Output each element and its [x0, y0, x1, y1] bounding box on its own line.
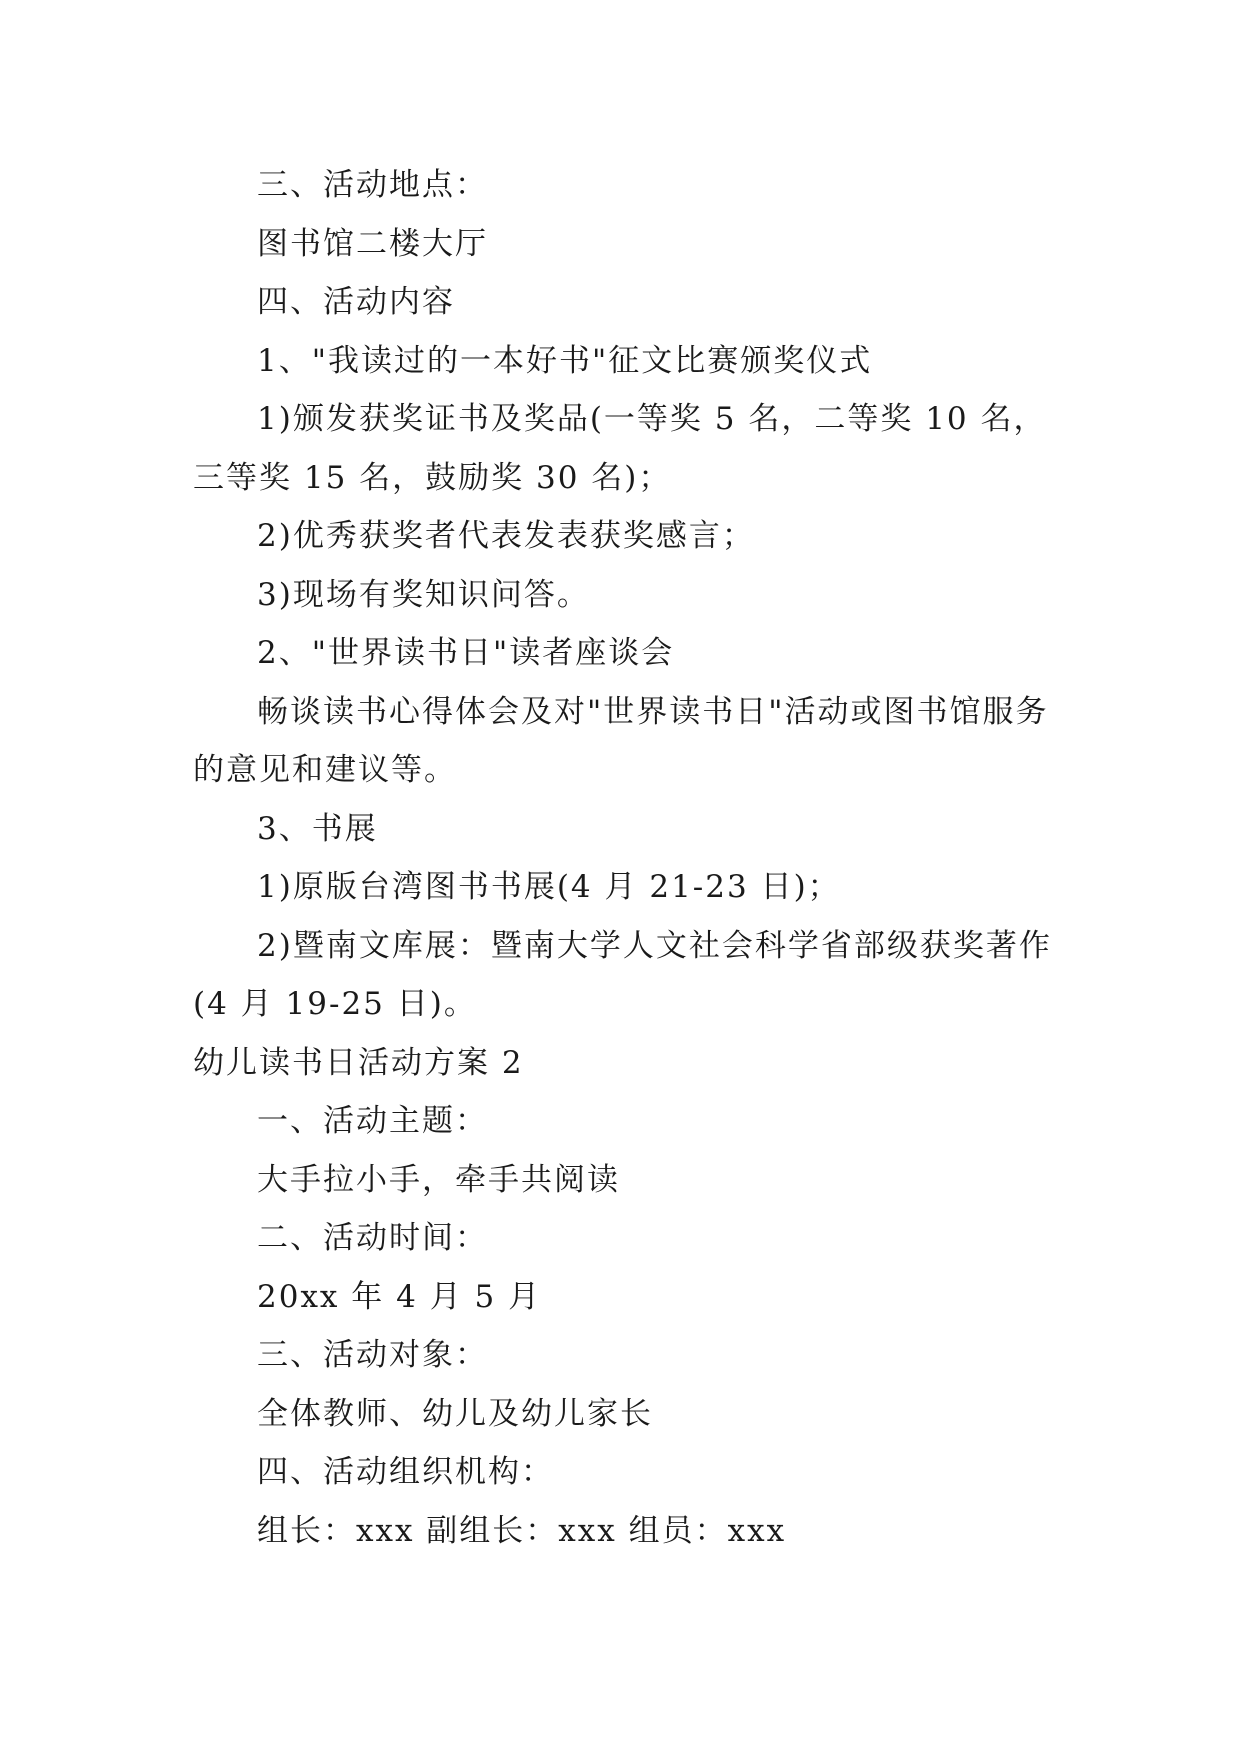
plan-title: 幼儿读书日活动方案 2 — [193, 1044, 524, 1081]
content-item-book-exhibition: 3、书展 — [257, 810, 378, 847]
section-heading-content: 四、活动内容 — [257, 284, 455, 320]
content-item-essay-award: 1、"我读过的一本好书"征文比赛颁奖仪式 — [257, 342, 873, 379]
exhibition-subitem-taiwan: 1)原版台湾图书书展(4 月 21-23 日)； — [257, 869, 841, 905]
location-text: 图书馆二楼大厅 — [257, 225, 488, 262]
time-text: 20xx 年 4 月 5 月 — [257, 1278, 542, 1315]
audience-text: 全体教师、幼儿及幼儿家长 — [257, 1395, 653, 1432]
content-subitem-speech: 2)优秀获奖者代表发表获奖感言； — [257, 518, 755, 554]
section-heading-organization: 四、活动组织机构： — [257, 1454, 554, 1490]
content-subitem-quiz: 3)现场有奖知识问答。 — [257, 576, 590, 613]
organization-text: 组长：xxx 副组长：xxx 组员：xxx — [257, 1512, 787, 1549]
section-heading-location: 三、活动地点： — [257, 167, 488, 203]
content-item-forum: 2、"世界读书日"读者座谈会 — [257, 635, 675, 671]
theme-text: 大手拉小手，牵手共阅读 — [257, 1161, 620, 1198]
content-subitem-certificates: 1)颁发获奖证书及奖品(一等奖 5 名，二等奖 10 名，三等奖 15 名，鼓励奖 30 名)； — [193, 401, 1047, 496]
section-heading-theme: 一、活动主题： — [257, 1103, 488, 1139]
document-page — [193, 156, 1065, 1560]
exhibition-subitem-jinan: 2)暨南文库展：暨南大学人文社会科学省部级获奖著作(4 月 19-25 日)。 — [193, 927, 1052, 1022]
section-heading-time: 二、活动时间： — [257, 1220, 488, 1256]
section-heading-audience: 三、活动对象： — [257, 1337, 488, 1373]
forum-description: 畅谈读书心得体会及对"世界读书日"活动或图书馆服务的意见和建议等。 — [193, 693, 1049, 788]
